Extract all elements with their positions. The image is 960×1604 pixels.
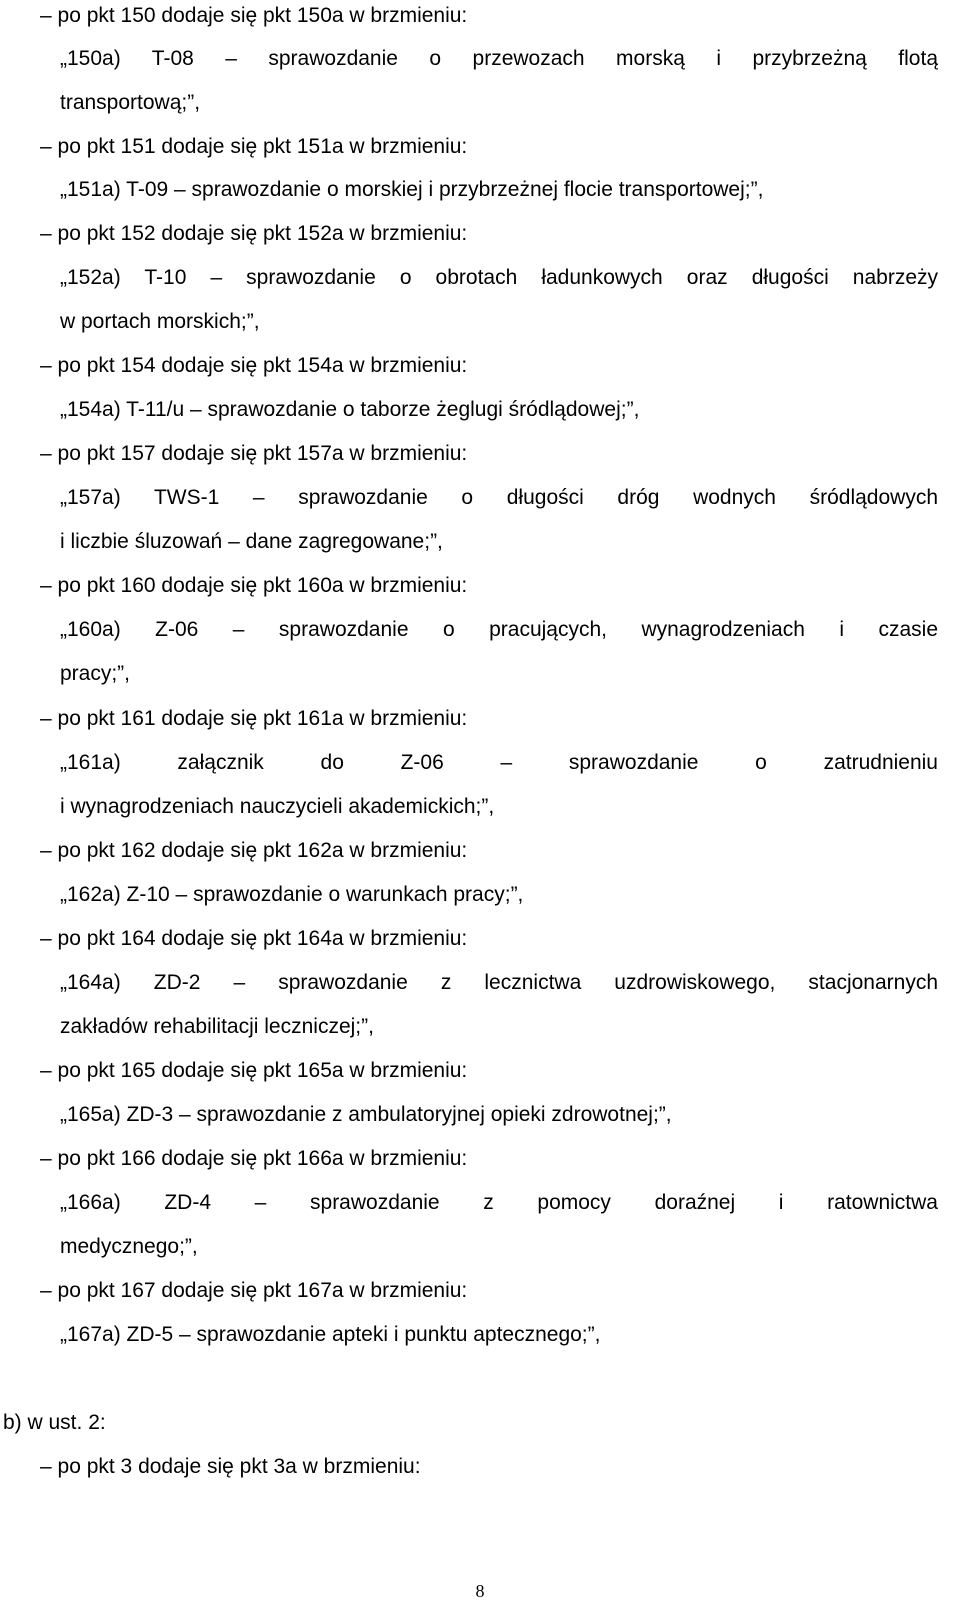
amendment-text-160a: „160a) Z-06 – sprawozdanie o pracujących, wynagrodzeniach i czasie	[60, 618, 938, 641]
amendment-text-150a-continuation: transportową;”,	[60, 91, 201, 114]
amendment-text-154a: „154a) T-11/u – sprawozdanie o taborze żeglugi śródlądowej;”,	[60, 398, 640, 421]
amendment-instruction-157: – po pkt 157 dodaje się pkt 157a w brzmieniu:	[40, 442, 468, 465]
page-number: 8	[475, 1581, 485, 1601]
amendment-text-161a: „161a) załącznik do Z-06 – sprawozdanie o zatrudnieniu	[60, 751, 938, 774]
amendment-instruction-166: – po pkt 166 dodaje się pkt 166a w brzmieniu:	[40, 1147, 468, 1170]
amendment-text-157a: „157a) TWS-1 – sprawozdanie o długości dróg wodnych śródlądowych	[60, 486, 938, 509]
amendment-text-150a: „150a) T-08 – sprawozdanie o przewozach morską i przybrzeżną flotą	[60, 47, 938, 70]
amendment-text-164a: „164a) ZD-2 – sprawozdanie z lecznictwa uzdrowiskowego, stacjonarnych	[60, 971, 938, 994]
amendment-text-165a: „165a) ZD-3 – sprawozdanie z ambulatoryjnej opieki zdrowotnej;”,	[60, 1103, 672, 1126]
amendment-instruction-161: – po pkt 161 dodaje się pkt 161a w brzmieniu:	[40, 707, 468, 730]
amendment-text-161a-continuation: i wynagrodzeniach nauczycieli akademickich;”,	[60, 795, 495, 818]
amendment-instruction-164: – po pkt 164 dodaje się pkt 164a w brzmieniu:	[40, 927, 468, 950]
amendment-text-152a-continuation: w portach morskich;”,	[60, 310, 260, 333]
amendment-text-157a-continuation: i liczbie śluzowań – dane zagregowane;”,	[60, 530, 443, 553]
amendment-instruction-3: – po pkt 3 dodaje się pkt 3a w brzmieniu:	[40, 1455, 421, 1478]
amendment-instruction-154: – po pkt 154 dodaje się pkt 154a w brzmieniu:	[40, 354, 468, 377]
amendment-instruction-152: – po pkt 152 dodaje się pkt 152a w brzmieniu:	[40, 222, 468, 245]
amendment-instruction-151: – po pkt 151 dodaje się pkt 151a w brzmieniu:	[40, 135, 468, 158]
amendment-instruction-160: – po pkt 160 dodaje się pkt 160a w brzmieniu:	[40, 574, 468, 597]
amendment-instruction-162: – po pkt 162 dodaje się pkt 162a w brzmieniu:	[40, 839, 468, 862]
amendment-text-166a: „166a) ZD-4 – sprawozdanie z pomocy doraźnej i ratownictwa	[60, 1191, 938, 1214]
amendment-text-166a-continuation: medycznego;”,	[60, 1235, 198, 1258]
amendment-instruction-150: – po pkt 150 dodaje się pkt 150a w brzmieniu:	[40, 4, 468, 27]
section-b-label: b) w ust. 2:	[3, 1411, 106, 1434]
amendment-text-164a-continuation: zakładów rehabilitacji leczniczej;”,	[60, 1015, 374, 1038]
amendment-text-162a: „162a) Z-10 – sprawozdanie o warunkach pracy;”,	[60, 883, 524, 906]
amendment-text-160a-continuation: pracy;”,	[60, 662, 131, 685]
amendment-instruction-165: – po pkt 165 dodaje się pkt 165a w brzmieniu:	[40, 1059, 468, 1082]
amendment-text-151a: „151a) T-09 – sprawozdanie o morskiej i przybrzeżnej flocie transportowej;”,	[60, 178, 764, 201]
amendment-text-167a: „167a) ZD-5 – sprawozdanie apteki i punktu aptecznego;”,	[60, 1323, 601, 1346]
amendment-text-152a: „152a) T-10 – sprawozdanie o obrotach ładunkowych oraz długości nabrzeży	[60, 266, 938, 289]
amendment-instruction-167: – po pkt 167 dodaje się pkt 167a w brzmieniu:	[40, 1279, 468, 1302]
